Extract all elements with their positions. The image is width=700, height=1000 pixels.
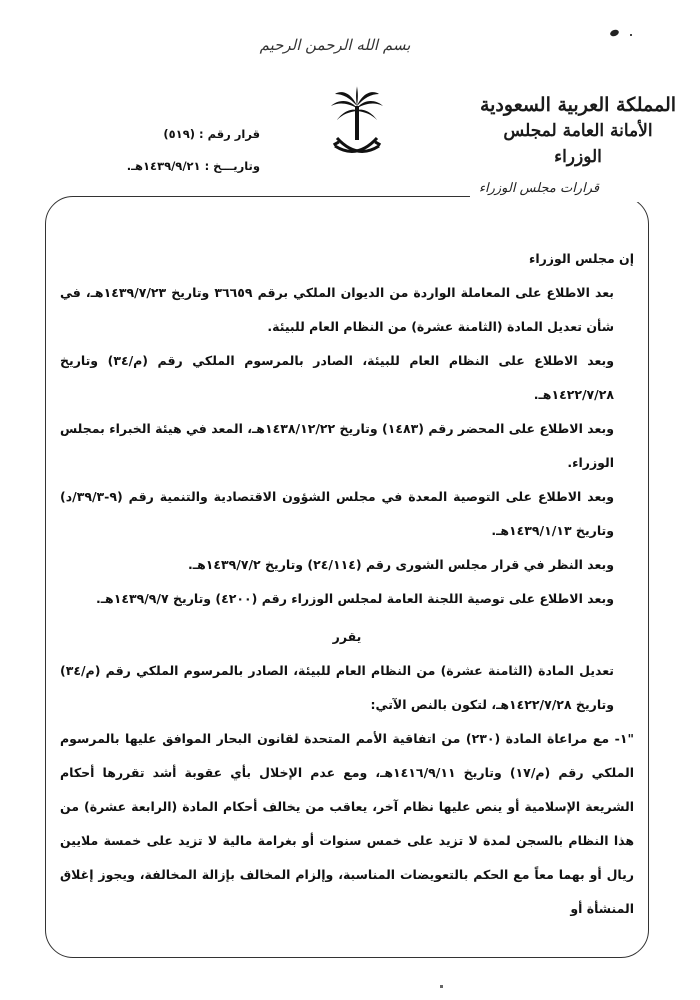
- saudi-emblem-icon: [327, 86, 387, 162]
- basmala: بسم الله الرحمن الرحيم: [259, 36, 411, 54]
- amendment-intro: تعديل المادة (الثامنة عشرة) من النظام العام للبيئة، الصادر بالمرسوم الملكي رقم (م/٣٤) وتاريخ ١٤٢٢/٧/٢٨هـ، لتكون بالنص الآتي:: [60, 663, 614, 712]
- ink-speck: [630, 34, 632, 36]
- ink-speck: [609, 29, 620, 38]
- decision-info: [70, 118, 260, 182]
- paragraph: وبعد الاطلاع على توصية اللجنة العامة لمجلس الوزراء رقم (٤٢٠٠) وتاريخ ١٤٣٩/٩/٧هـ.: [96, 591, 614, 606]
- paragraph: وبعد الاطلاع على المحضر رقم (١٤٨٣) وتاريخ ١٤٣٨/١٢/٢٢هـ، المعد في هيئة الخبراء بمجلس الوزراء.: [60, 421, 614, 470]
- decision-number: قرار رقم : (٥١٩): [163, 127, 260, 141]
- paragraph: وبعد الاطلاع على النظام العام للبيئة، الصادر بالمرسوم الملكي رقم (م/٣٤) وتاريخ ١٤٢٢/٧/٢٨هـ.: [60, 353, 614, 402]
- decree-body: [60, 242, 634, 926]
- article-text: "١- مع مراعاة المادة (٢٣٠) من اتفاقية الأمم المتحدة لقانون البحار الموافق عليها بالمرسوم الملكي رقم (م/١٧) وتاريخ ١٤١٦/٩/١١هـ، ومع عدم الإخلال بأي عقوبة أشد تقررها أحكام الشريعة الإسلامية أو ينص عليها نظام آخر، يعاقب من يخالف أحكام المادة (الرابعة عشرة) من هذا النظام بالسجن لمدة لا تزيد على خمس سنوات أو بغرامة مالية لا تزيد على خمسة ملايين ريال أو بهما معاً مع الحكم بالتعويضات المناسبة، وإلزام المخالف بإزالة المخالفة، ويجوز إغلاق المنشأة أو: [60, 731, 635, 916]
- opening-line: إن مجلس الوزراء: [528, 251, 634, 266]
- kingdom-name: المملكة العربية السعودية: [479, 94, 677, 116]
- paragraph: وبعد النظر في قرار مجلس الشورى رقم (٢٤/١١٤) وتاريخ ١٤٣٩/٧/٢هـ.: [188, 557, 614, 572]
- ink-speck: [440, 985, 443, 988]
- letterhead: [478, 92, 678, 170]
- paragraph: بعد الاطلاع على المعاملة الواردة من الديوان الملكي برقم ٣٦٦٥٩ وتاريخ ١٤٣٩/٧/٢٣هـ، في شأن تعديل المادة (الثامنة عشرة) من النظام العام للبيئة.: [60, 285, 615, 334]
- decides-heading: يقرر: [332, 629, 362, 644]
- council-decisions-label: قرارات مجلس الوزراء: [470, 181, 608, 196]
- paragraph: وبعد الاطلاع على التوصية المعدة في مجلس الشؤون الاقتصادية والتنمية رقم (٩-٣٩/٣/د) وتاريخ ١٤٣٩/١/١٣هـ.: [60, 489, 614, 538]
- secretariat-name: الأمانة العامة لمجلس الوزراء: [503, 121, 653, 167]
- decision-date: وتاريـــخ : ١٤٣٩/٩/٢١هـ.: [126, 159, 260, 173]
